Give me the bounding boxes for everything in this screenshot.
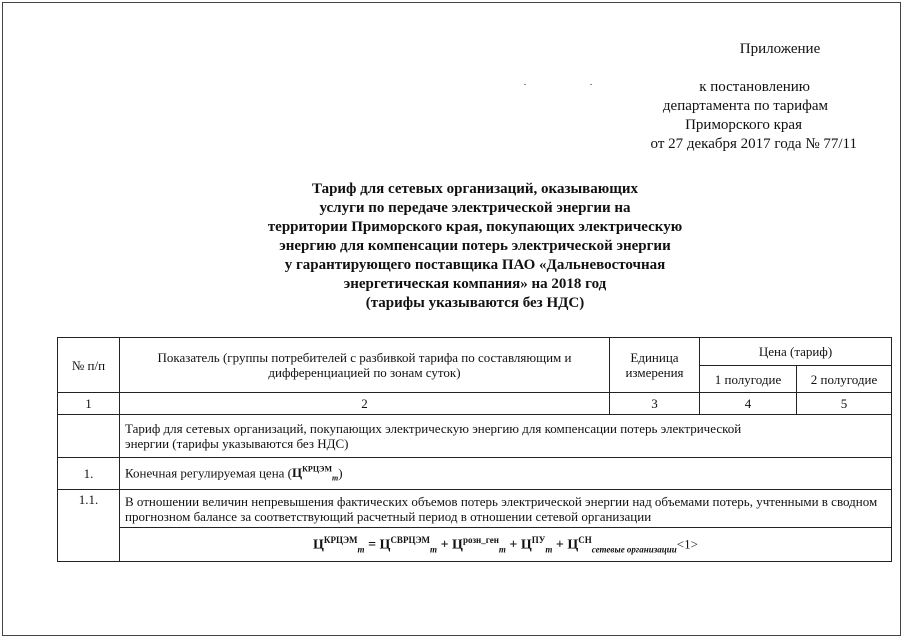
section-text (120, 415, 892, 458)
formula-sub: m (545, 544, 553, 555)
title-line: Тариф для сетевых организаций, оказывающих (311, 181, 639, 197)
header-price: Цена (тариф) (700, 338, 892, 366)
row-num: 1.1. (58, 490, 120, 562)
appendix-line: к постановлению (699, 79, 810, 95)
col-number: 3 (610, 393, 700, 415)
header-half2: 2 полугодие (797, 366, 892, 393)
row-text (120, 458, 892, 490)
header-num: № п/п (58, 338, 120, 393)
title-line: энергию для компенсации потерь электрической энергии (279, 238, 671, 254)
price-subscript: m (332, 473, 339, 483)
row-text: В отношении величин непревышения фактических объемов потерь электрической энергии над объемами потерь, учтенными в сводном прогнозном балансе за соответствующий расчетный период в отношении сетевой организации (120, 490, 892, 528)
formula-plus: + (440, 537, 449, 553)
title-line: территории Приморского края, покупающих электрическую (267, 219, 683, 235)
price-superscript: КРЦЭМ (302, 464, 333, 474)
appendix-line: Приморского края (685, 117, 802, 133)
formula-plus: + (509, 537, 518, 553)
formula-sup: СВРЦЭМ (390, 535, 431, 546)
formula-term: Ц (567, 537, 579, 553)
formula-sub: m (357, 544, 365, 555)
formula-sup: розн_ген (462, 535, 499, 546)
col-number: 5 (797, 393, 892, 415)
col-number: 1 (58, 393, 120, 415)
formula-cell (120, 528, 892, 562)
formula-sup: КРЦЭМ (323, 535, 358, 546)
row-label: Конечная регулируемая цена ( (125, 464, 292, 480)
appendix-date-line: от 27 декабря 2017 года № 77/11 (650, 136, 857, 152)
formula-sup: СН (578, 535, 592, 546)
header-half1: 1 полугодие (700, 366, 797, 393)
section-num-cell (58, 415, 120, 458)
formula-term: Ц (452, 537, 463, 553)
formula-sub: m (430, 544, 438, 555)
formula-footnote: <1> (676, 536, 698, 552)
appendix-title: Приложение (739, 41, 821, 57)
title-line: (тарифы указываются без НДС) (365, 295, 585, 311)
formula-sub: m (498, 544, 506, 555)
formula-sub: сетевые организации (591, 544, 677, 555)
tariff-table (57, 337, 892, 562)
price-symbol: Ц (292, 464, 303, 480)
header-indicator: Показатель (группы потребителей с разбивкой тарифа по составляющим и дифференциацией по зонам суток) (120, 338, 610, 393)
formula-term: Ц (379, 537, 391, 553)
formula-equals: = (368, 537, 377, 553)
formula-term: Ц (520, 537, 532, 553)
document-title (235, 180, 715, 313)
title-line: услуги по передаче электрической энергии на (319, 200, 631, 216)
col-number: 2 (120, 393, 610, 415)
formula-sup: ПУ (531, 535, 546, 546)
title-line: у гарантирующего поставщика ПАО «Дальневосточная (284, 257, 666, 273)
row-num: 1. (58, 458, 120, 490)
header-unit: Единица измерения (610, 338, 700, 393)
appendix-line: департамента по тарифам (662, 98, 828, 114)
section-text-content: Тариф для сетевых организаций, покупающих электрическую энергию для компенсации потерь электрической энергии (тарифы указываются без НДС) (125, 421, 742, 451)
title-line: энергетическая компания» на 2018 год (343, 276, 607, 292)
formula-plus: + (555, 537, 564, 553)
col-number: 4 (700, 393, 797, 415)
formula-term: Ц (313, 537, 324, 553)
row-label-close: ) (338, 464, 343, 480)
